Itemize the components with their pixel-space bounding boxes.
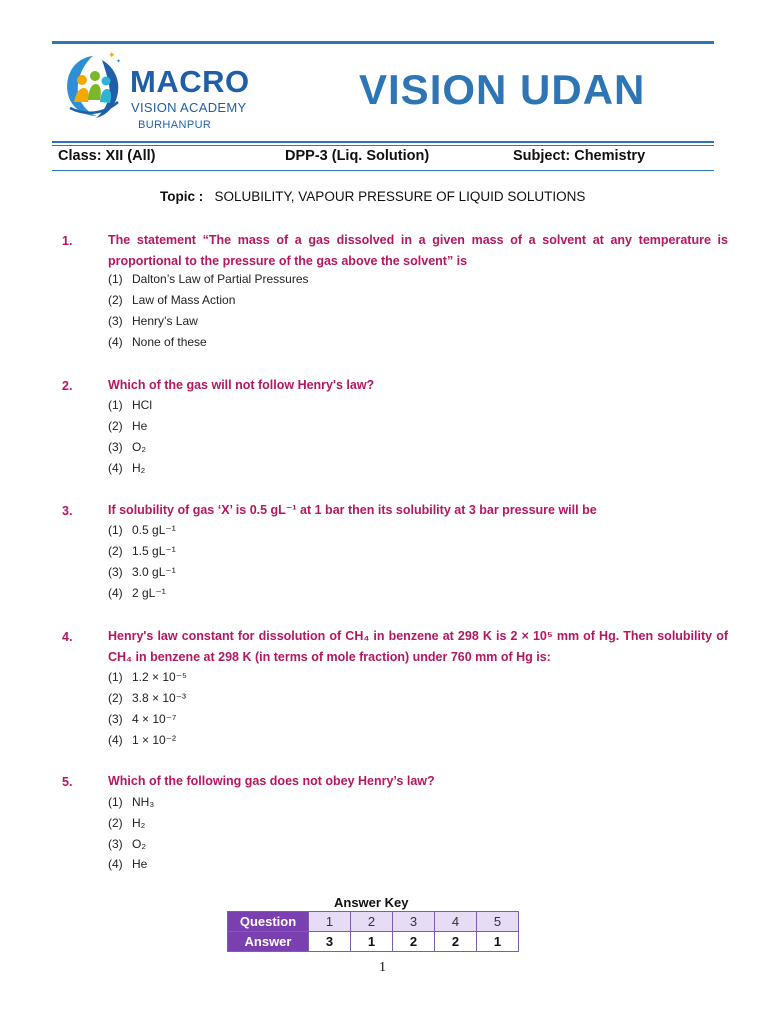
answer-cell: 2: [393, 932, 435, 952]
option-3: [108, 440, 146, 454]
option-number: (4): [108, 335, 123, 349]
option-text: 2 gL⁻¹: [132, 586, 166, 600]
answer-row-label: Answer: [228, 932, 309, 952]
option-number: (1): [108, 398, 123, 412]
option-text: Dalton’s Law of Partial Pressures: [132, 272, 309, 286]
question-row: [228, 912, 519, 932]
option-text: 1.2 × 10⁻⁵: [132, 670, 188, 684]
brand-title: VISION UDAN: [359, 66, 646, 113]
option-number: (4): [108, 461, 123, 475]
topic-text: SOLUBILITY, VAPOUR PRESSURE OF LIQUID SOLUTIONS: [214, 189, 586, 204]
logo-city: BURHANPUR: [138, 119, 212, 131]
option-number: (2): [108, 419, 123, 433]
topic-line: [160, 189, 585, 204]
answer-key-title: Answer Key: [334, 895, 409, 910]
option-1: [108, 523, 176, 537]
header-rule: [52, 141, 714, 143]
option-3: [108, 712, 176, 726]
question-cell: 4: [435, 912, 477, 932]
option-text: O₂: [132, 837, 146, 851]
question-text: If solubility of gas ‘X’ is 0.5 gL⁻¹ at 1 bar then its solubility at 3 bar pressure will be: [108, 503, 597, 517]
option-number: (1): [108, 670, 123, 684]
option-text: NH₃: [132, 795, 155, 809]
question-number: 2.: [62, 379, 73, 393]
question-number: 3.: [62, 504, 73, 518]
option-number: (1): [108, 523, 123, 537]
logo: [62, 50, 262, 136]
option-number: (4): [108, 733, 123, 747]
option-text: 0.5 gL⁻¹: [132, 523, 176, 537]
academy-logo-icon: [62, 50, 124, 122]
option-text: He: [132, 419, 148, 433]
question-text: Henry's law constant for dissolution of CH₄ in benzene at 298 K is 2 × 10⁵ mm of Hg. Then solubility of CH₄ in benzene at 298 K (in terms of mole fraction) under 760 mm of Hg is:: [108, 629, 728, 664]
question-text: Which of the gas will not follow Henry's law?: [108, 378, 375, 392]
class-label: Class: XII (All): [58, 148, 156, 164]
option-number: (2): [108, 293, 123, 307]
option-number: (3): [108, 314, 123, 328]
option-4: [108, 733, 176, 747]
option-text: Henry’s Law: [132, 314, 198, 328]
logo-name: MACRO: [130, 64, 250, 99]
question-cell: 2: [351, 912, 393, 932]
option-text: 4 × 10⁻⁷: [132, 712, 177, 726]
option-3: [108, 565, 176, 579]
option-2: [108, 293, 235, 307]
option-text: 3.0 gL⁻¹: [132, 565, 176, 579]
option-text: None of these: [132, 335, 207, 349]
option-number: (2): [108, 816, 123, 830]
option-number: (3): [108, 440, 123, 454]
option-number: (2): [108, 691, 123, 705]
top-rule: [52, 41, 714, 44]
option-text: HCl: [132, 398, 152, 412]
answer-cell: 2: [435, 932, 477, 952]
option-number: (3): [108, 712, 123, 726]
option-1: [108, 795, 154, 809]
option-number: (4): [108, 857, 123, 871]
info-rule: [52, 170, 714, 171]
dpp-label: DPP-3 (Liq. Solution): [285, 148, 430, 164]
option-2: [108, 544, 176, 558]
question-cell: 5: [477, 912, 519, 932]
option-text: H₂: [132, 461, 146, 475]
option-1: [108, 670, 187, 684]
option-2: [108, 691, 186, 705]
option-1: [108, 272, 309, 286]
option-text: 1.5 gL⁻¹: [132, 544, 176, 558]
question-row-label: Question: [228, 912, 309, 932]
answer-cell: 1: [351, 932, 393, 952]
question-number: 4.: [62, 630, 73, 644]
option-text: Law of Mass Action: [132, 293, 236, 307]
option-2: [108, 816, 145, 830]
option-4: [108, 461, 145, 475]
option-1: [108, 398, 152, 412]
question-cell: 3: [393, 912, 435, 932]
question-text: The statement “The mass of a gas dissolved in a given mass of a solvent at any temperature is proportional to the pressure of the gas above the solvent” is: [108, 233, 728, 268]
svg-text:✦: ✦: [108, 50, 116, 60]
option-text: H₂: [132, 816, 146, 830]
option-text: 3.8 × 10⁻³: [132, 691, 187, 705]
subject-label: Subject: Chemistry: [513, 148, 646, 164]
answer-key-table: [227, 911, 519, 952]
option-3: [108, 837, 146, 851]
option-number: (3): [108, 837, 123, 851]
option-text: O₂: [132, 440, 146, 454]
option-number: (4): [108, 586, 123, 600]
answer-cell: 3: [309, 932, 351, 952]
option-number: (2): [108, 544, 123, 558]
option-2: [108, 419, 147, 433]
option-number: (1): [108, 795, 123, 809]
option-4: [108, 857, 147, 871]
option-4: [108, 335, 207, 349]
answer-cell: 1: [477, 932, 519, 952]
page-number: 1: [379, 960, 386, 975]
option-text: 1 × 10⁻²: [132, 733, 177, 747]
svg-text:✦: ✦: [116, 59, 122, 65]
option-3: [108, 314, 198, 328]
topic-label: Topic :: [160, 189, 204, 204]
answer-row: [228, 932, 519, 952]
option-4: [108, 586, 166, 600]
option-number: (3): [108, 565, 123, 579]
option-text: He: [132, 857, 148, 871]
question-text: Which of the following gas does not obey Henry’s law?: [108, 774, 435, 788]
question-cell: 1: [309, 912, 351, 932]
header-rule-thin: [52, 145, 714, 146]
logo-subtitle: VISION ACADEMY: [131, 100, 247, 115]
question-number: 5.: [62, 775, 73, 789]
question-number: 1.: [62, 234, 73, 248]
option-number: (1): [108, 272, 123, 286]
